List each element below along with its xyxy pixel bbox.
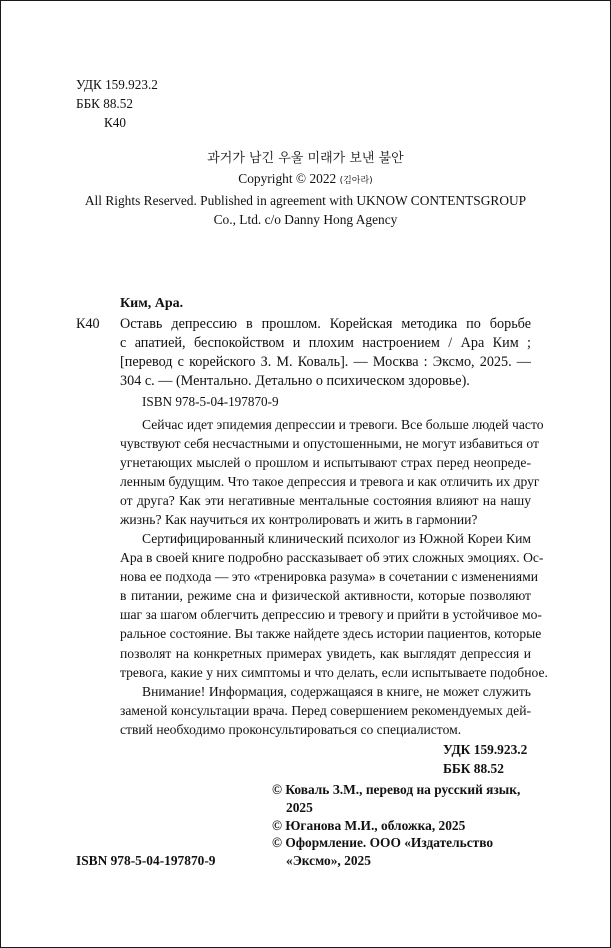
copyright-design-publisher: «Эксмо», 2025	[286, 853, 371, 869]
korean-title: 과거가 남긴 우울 미래가 보낸 불안	[207, 151, 404, 166]
annotation-line: ленным будущим. Что такое депрессия и тревога и как отличить их друг	[120, 474, 540, 490]
description-line: 304 с. — (Ментально. Детально о психическом здоровье).	[120, 373, 470, 389]
udk-code-bold: УДК 159.923.2	[443, 742, 528, 757]
catalog-author-mark: К40	[76, 316, 100, 332]
original-edition-block	[40, 149, 571, 229]
annotation-line: ствий необходимо проконсультироваться со специалистом.	[120, 722, 462, 738]
description-line: [перевод с корейского З. М. Коваль]. — Москва : Эксмо, 2025. —	[120, 354, 531, 370]
copyright-translation: © Коваль З.М., перевод на русский язык,	[272, 782, 521, 797]
right-codes	[443, 740, 527, 778]
catalog-isbn: ISBN 978-5-04-197870-9	[142, 394, 279, 409]
rights-line-1: All Rights Reserved. Published in agreement with UKNOW CONTENTSGROUP	[84, 193, 527, 208]
description-line: с апатией, беспокойством и плохим настроением / Ара Ким ;	[120, 335, 531, 351]
annotation-line: заменой консультации врача. Перед совершением рекомендуемых дей-	[120, 703, 531, 719]
copyright-design: © Оформление. ООО «Издательство	[272, 835, 494, 851]
copyright-text: Copyright © 2022	[238, 171, 340, 186]
annotation-line: тревога, какие у них симптомы и что делать, если испытываете подобное.	[120, 664, 548, 680]
copyright-line	[40, 169, 571, 191]
copyright-translation-year: 2025	[286, 799, 313, 815]
annotation-line: шаг за шагом облегчить депрессию и тревогу и прийти в устойчивое мо-	[120, 607, 542, 623]
annotation-line: Внимание! Информация, содержащаяся в книге, не может служить	[142, 684, 531, 699]
annotation-line: чувствуют себя несчастными и опустошенными, не могут избавиться от	[120, 436, 539, 452]
description-line: Оставь депрессию в прошлом. Корейская методика по борьбе	[120, 316, 531, 332]
copyright-notices	[272, 781, 520, 870]
bbk-code: ББК 88.52	[76, 96, 133, 111]
author-mark-code: К40	[104, 115, 126, 130]
annotation-paragraph-3	[120, 682, 531, 739]
udk-code: УДК 159.923.2	[76, 77, 158, 92]
annotation-paragraph-2	[120, 529, 548, 682]
annotation-line: позволят на конкретных примерах увидеть, как выглядят депрессия и	[120, 645, 531, 661]
catalog-author: Ким, Ара.	[120, 296, 184, 311]
annotation-line: Сейчас идет эпидемия депрессии и тревоги. Все больше людей часто	[142, 417, 544, 432]
footer-isbn: ISBN 978-5-04-197870-9	[76, 853, 216, 868]
annotation-line: от друга? Как эти негативные ментальные состояния влияют на нашу	[120, 493, 531, 509]
header-codes	[76, 75, 158, 132]
annotation-paragraph-1	[120, 415, 544, 530]
annotation-line: ральное состояние. Вы также найдете здесь истории пациентов, которые	[120, 626, 542, 642]
rights-line-2: Co., Ltd. c/o Danny Hong Agency	[213, 212, 398, 227]
copyright-cover: © Юганова М.И., обложка, 2025	[272, 817, 466, 833]
annotation-line: жизнь? Как научиться их контролировать и жить в гармонии?	[120, 512, 478, 528]
copyright-korean-author: (김아라)	[339, 176, 373, 186]
annotation-line: Сертифицированный клинический психолог из Южной Кореи Ким	[142, 531, 531, 546]
bbk-code-bold: ББК 88.52	[443, 761, 504, 776]
annotation-line: нова ее подхода — это «тренировка разума» в сочетании с изменениями	[120, 569, 539, 585]
catalog-description	[120, 315, 531, 391]
annotation-line: в питании, режиме сна и физической активности, которые позволяют	[120, 588, 531, 604]
annotation-line: Ара в своей книге подробно рассказывает об этих сложных эмоциях. Ос-	[120, 550, 544, 566]
annotation-line: угнетающих мыслей о прошлом и испытывают страх перед неопреде-	[120, 455, 531, 471]
